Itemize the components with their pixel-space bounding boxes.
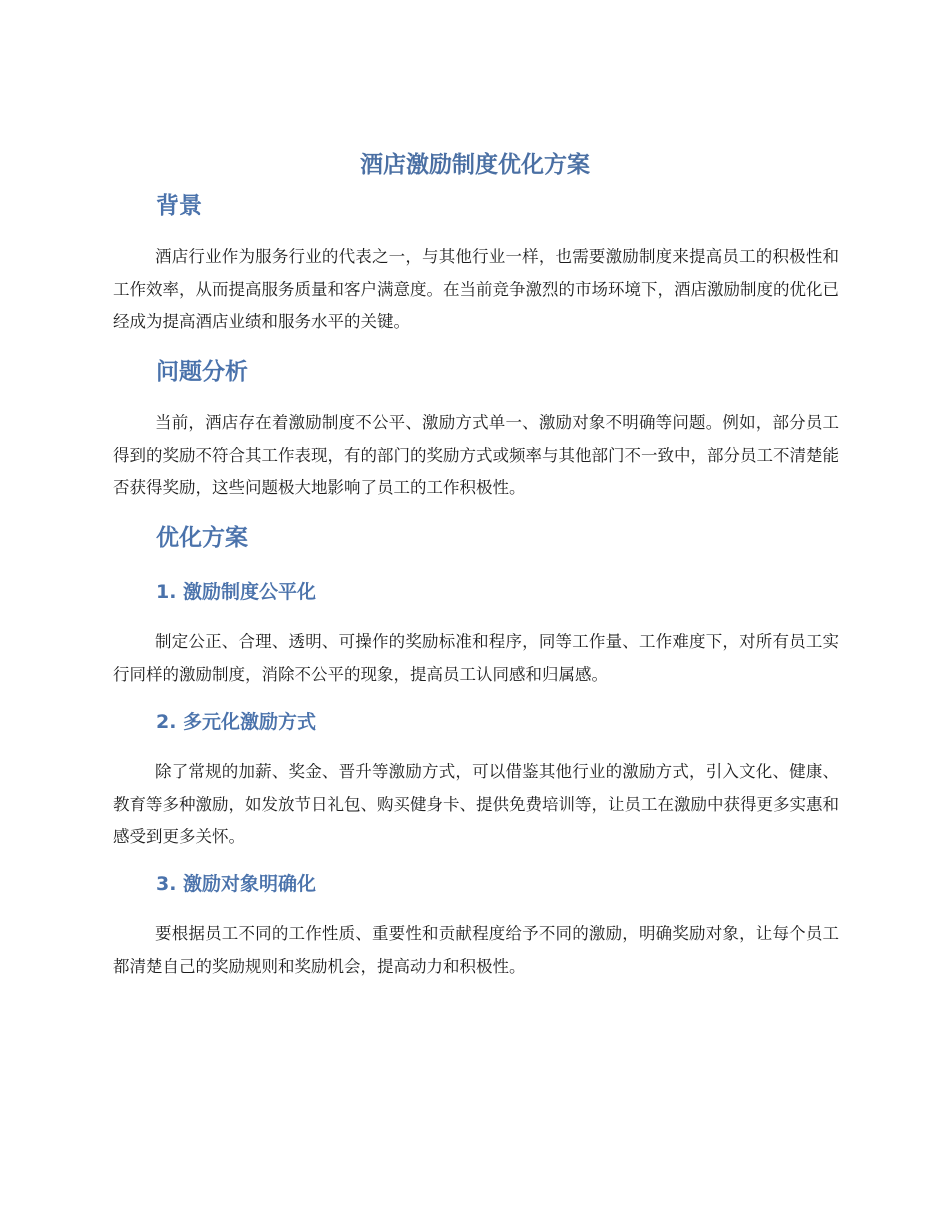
- subsection-heading-targets: 3. 激励对象明确化: [156, 873, 317, 895]
- subsection-heading-diversified: 2. 多元化激励方式: [156, 711, 317, 733]
- subsection-paragraph-diversified: 除了常规的加薪、奖金、晋升等激励方式，可以借鉴其他行业的激励方式，引入文化、健康、教育等多种激励，如发放节日礼包、购买健身卡、提供免费培训等，让员工在激励中获得更多实惠和感受到更多关怀。: [113, 762, 839, 846]
- subsection-heading-fairness: 1. 激励制度公平化: [156, 581, 317, 603]
- document-title: 酒店激励制度优化方案: [360, 152, 590, 178]
- section-heading-analysis: 问题分析: [156, 359, 248, 385]
- section-heading-plan: 优化方案: [156, 525, 248, 551]
- section-paragraph-analysis: 当前，酒店存在着激励制度不公平、激励方式单一、激励对象不明确等问题。例如，部分员工得到的奖励不符合其工作表现，有的部门的奖励方式或频率与其他部门不一致中，部分员工不清楚能否获得奖励，这些问题极大地影响了员工的工作积极性。: [113, 413, 839, 497]
- subsection-paragraph-fairness: 制定公正、合理、透明、可操作的奖励标准和程序，同等工作量、工作难度下，对所有员工实行同样的激励制度，消除不公平的现象，提高员工认同感和归属感。: [113, 632, 839, 684]
- subsection-paragraph-targets: 要根据员工不同的工作性质、重要性和贡献程度给予不同的激励，明确奖励对象，让每个员工都清楚自己的奖励规则和奖励机会，提高动力和积极性。: [113, 924, 839, 976]
- section-paragraph-background: 酒店行业作为服务行业的代表之一，与其他行业一样，也需要激励制度来提高员工的积极性和工作效率，从而提高服务质量和客户满意度。在当前竞争激烈的市场环境下，酒店激励制度的优化已经成为提高酒店业绩和服务水平的关键。: [113, 247, 839, 331]
- section-heading-background: 背景: [156, 193, 202, 219]
